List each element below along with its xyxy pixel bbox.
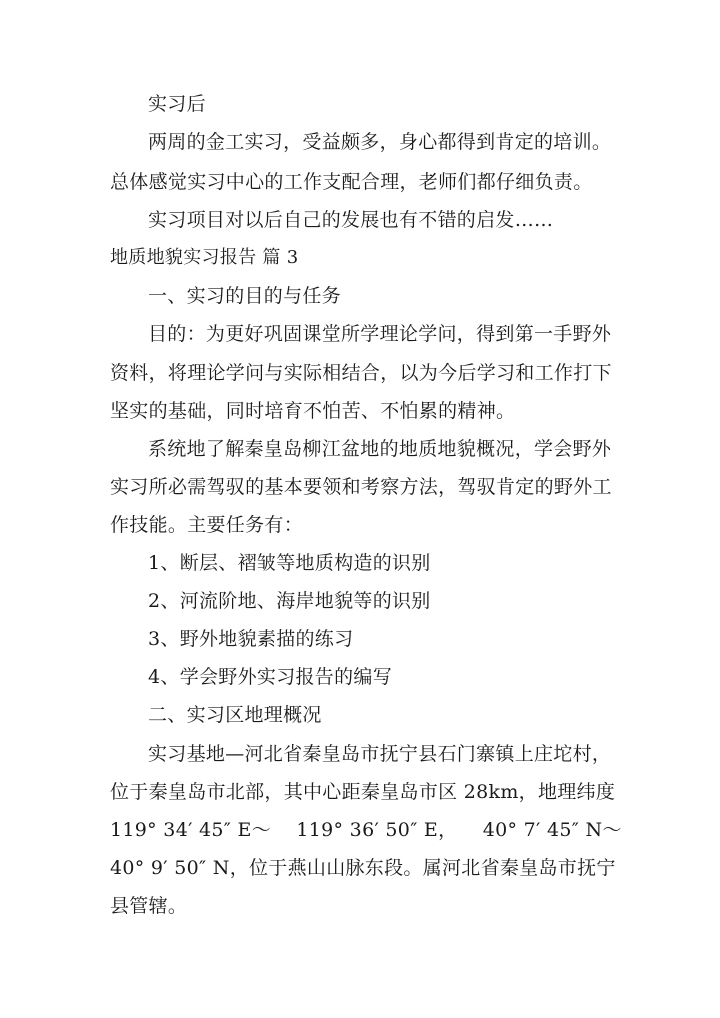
list-item-task-4: 4、学会野外实习报告的编写 bbox=[148, 666, 392, 688]
paragraph-line-system-1: 系统地了解秦皇岛柳江盆地的地质地貌概况，学会野外 bbox=[148, 438, 612, 460]
paragraph-line-coordinates-1: 119° 34′ 45″ E～ 119° 36′ 50″ E， 40° 7′ 45″ N～ bbox=[110, 819, 622, 841]
paragraph-line-project-inspiration: 实习项目对以后自己的发展也有不错的启发…… bbox=[148, 209, 554, 231]
list-item-task-1: 1、断层、褶皱等地质构造的识别 bbox=[148, 552, 431, 574]
section-title-report-3: 地质地貌实习报告 篇 3 bbox=[110, 247, 299, 268]
paragraph-line-base-2: 位于秦皇岛市北部，其中心距秦皇岛市区 28km，地理纬度 bbox=[110, 781, 616, 803]
paragraph-line-overall-feeling: 总体感觉实习中心的工作支配合理，老师们都仔细负责。 bbox=[110, 171, 593, 193]
paragraph-line-base-1: 实习基地—河北省秦皇岛市抚宁县石门寨镇上庄坨村， bbox=[148, 743, 612, 765]
paragraph-line-purpose-2: 资料，将理论学问与实际相结合，以为今后学习和工作打下 bbox=[110, 362, 612, 384]
paragraph-line-purpose-1: 目的：为更好巩固课堂所学理论学问，得到第一手野外 bbox=[148, 323, 612, 345]
paragraph-line-system-3: 作技能。主要任务有： bbox=[110, 514, 304, 536]
paragraph-line-coordinates-2: 40° 9′ 50″ N，位于燕山山脉东段。属河北省秦皇岛市抚宁 bbox=[110, 857, 616, 879]
paragraph-line-purpose-3: 坚实的基础，同时培育不怕苦、不怕累的精神。 bbox=[110, 400, 516, 422]
list-item-task-3: 3、野外地貌素描的练习 bbox=[148, 628, 354, 650]
heading-area-overview: 二、实习区地理概况 bbox=[148, 704, 322, 726]
paragraph-line-jurisdiction: 县管辖。 bbox=[110, 895, 188, 917]
heading-purpose-and-tasks: 一、实习的目的与任务 bbox=[148, 285, 342, 307]
paragraph-line-after-internship: 实习后 bbox=[148, 93, 206, 115]
paragraph-line-system-2: 实习所必需驾驭的基本要领和考察方法，驾驭肯定的野外工 bbox=[110, 476, 612, 498]
paragraph-line-two-weeks: 两周的金工实习，受益颇多，身心都得到肯定的培训。 bbox=[148, 131, 612, 153]
list-item-task-2: 2、河流阶地、海岸地貌等的识别 bbox=[148, 590, 431, 612]
